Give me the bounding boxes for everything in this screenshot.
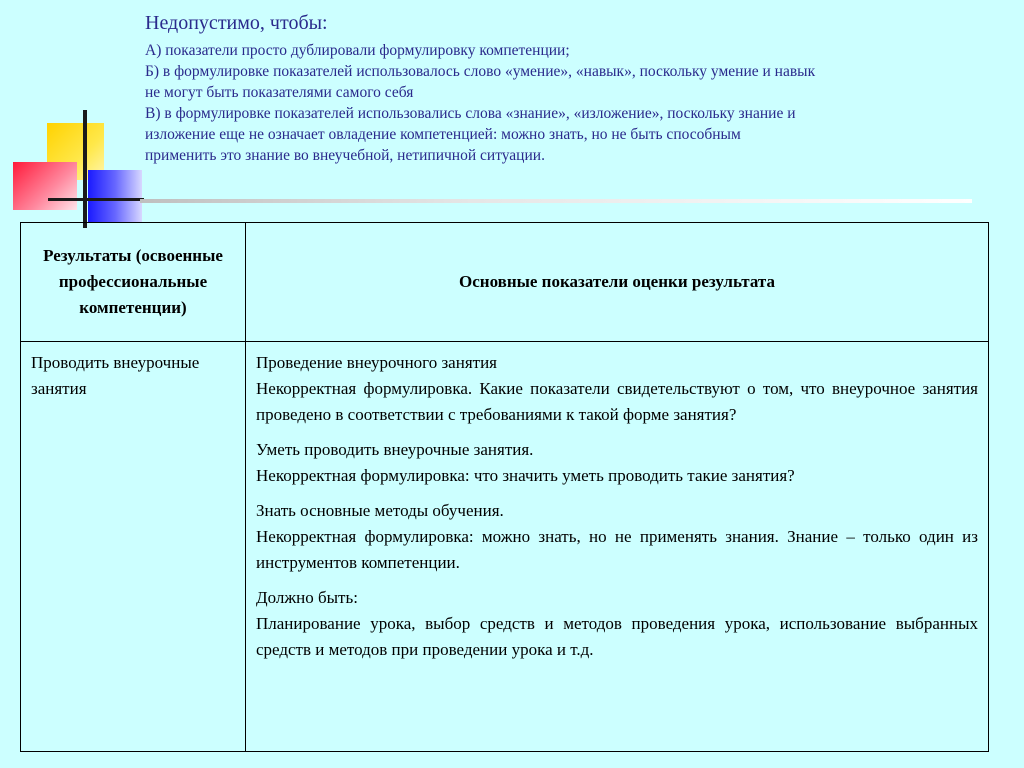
result-cell: Проводить внеурочные занятия	[21, 342, 246, 752]
indicator-block	[256, 437, 978, 489]
indicator-text: Некорректная формулировка: можно знать, но не применять знания. Знание – только один из инструментов компетенции.	[256, 527, 978, 572]
red-square	[13, 162, 77, 210]
header-line: изложение еще не означает овладение компетенцией: можно знать, но не быть способным	[145, 126, 741, 143]
indicator-text: Некорректная формулировка: что значить уметь проводить такие занятия?	[256, 466, 795, 485]
indicator-text: Некорректная формулировка. Какие показатели свидетельствуют о том, что внеурочное занятия проведено в соответствии с требованиями к такой форме занятия?	[256, 379, 978, 424]
indicators-cell	[246, 342, 989, 752]
table-header-row	[21, 223, 989, 342]
header-line: применить это знание во внеучебной, нетипичной ситуации.	[145, 147, 545, 164]
indicator-block	[256, 498, 978, 576]
blue-square	[88, 170, 142, 222]
slide-header	[145, 10, 995, 166]
indicator-heading: Проведение внеурочного занятия	[256, 353, 497, 372]
header-line: В) в формулировке показателей использовались слова «знание», «изложение», поскольку знание и	[145, 105, 796, 122]
header-rule	[140, 199, 972, 203]
assessment-table	[20, 222, 989, 752]
table-row	[21, 342, 989, 752]
header-line: не могут быть показателями самого себя	[145, 84, 414, 101]
indicator-block	[256, 350, 978, 428]
indicator-heading: Знать основные методы обучения.	[256, 501, 504, 520]
results-column-header: Результаты (освоенные профессиональные компетенции)	[21, 223, 246, 342]
slide-title: Недопустимо, чтобы:	[145, 12, 328, 34]
indicator-block	[256, 585, 978, 663]
header-line: Б) в формулировке показателей использовалось слово «умение», «навык», поскольку умение и навык	[145, 63, 816, 80]
indicators-column-header: Основные показатели оценки результата	[246, 223, 989, 342]
indicator-heading: Уметь проводить внеурочные занятия.	[256, 440, 534, 459]
indicator-text: Планирование урока, выбор средств и методов проведения урока, использование выбранных средств и методов при проведении урока и т.д.	[256, 614, 978, 659]
indicator-heading: Должно быть:	[256, 588, 358, 607]
vertical-bar	[83, 110, 87, 228]
header-line: А) показатели просто дублировали формулировку компетенции;	[145, 42, 570, 59]
horizontal-bar	[48, 198, 144, 201]
decorative-squares	[0, 0, 160, 240]
